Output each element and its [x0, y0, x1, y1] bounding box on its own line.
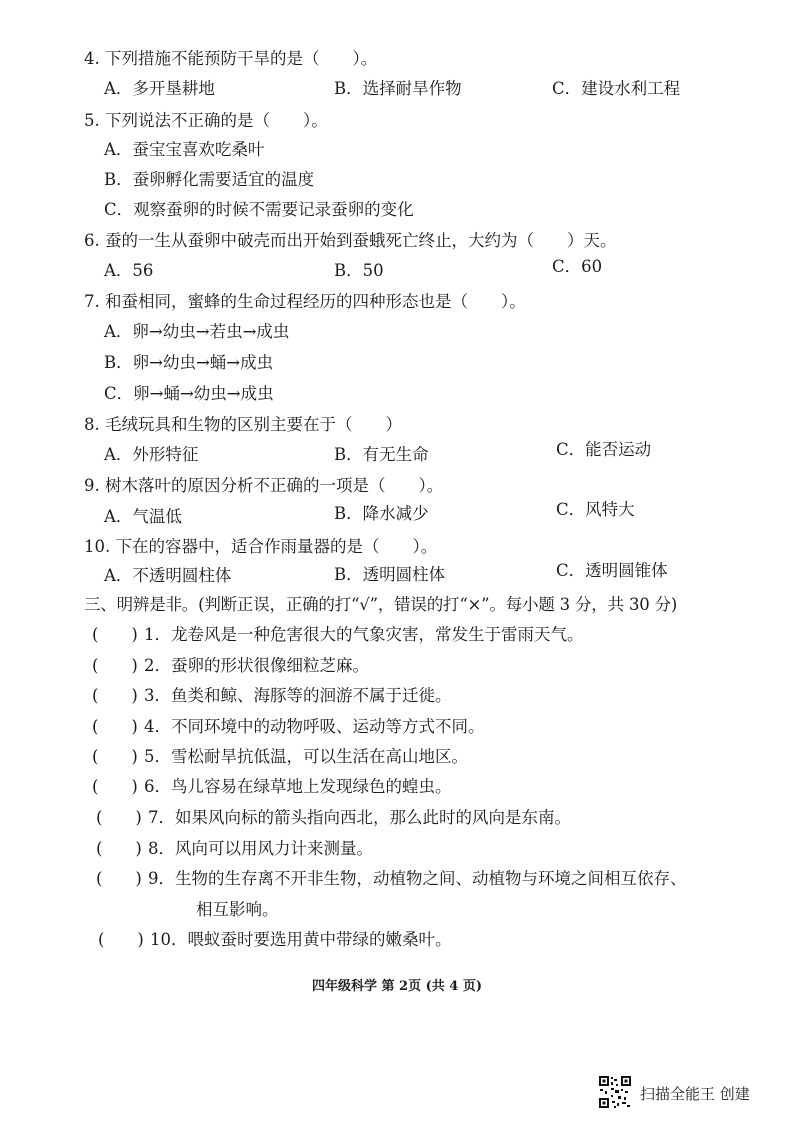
question-4-option-a: A．多开垦耕地 [104, 79, 215, 98]
tf-item-10 [98, 929, 452, 951]
tf-item-8 [96, 838, 373, 860]
question-4-stem: 4. 下列措施不能预防干旱的是（ ）。 [84, 49, 378, 68]
tf-item-7 [96, 807, 571, 829]
tf-item-text: 8．风向可以用风力计来测量。 [148, 839, 373, 858]
question-8-option-b: B．有无生命 [334, 445, 429, 464]
tf-item-6 [92, 776, 452, 798]
question-6-option-b: B．50 [334, 261, 384, 280]
answer-blank[interactable]: ( ) [98, 930, 144, 949]
tf-item-9 [96, 868, 687, 890]
question-5-option-b: B．蚕卵孵化需要适宜的温度 [104, 170, 315, 189]
answer-blank[interactable]: ( ) [92, 656, 138, 675]
question-10-stem: 10. 下在的容器中，适合作雨量器的是（ ）。 [84, 537, 438, 556]
answer-blank[interactable]: ( ) [92, 717, 138, 736]
question-9-stem: 9. 树木落叶的原因分析不正确的一项是（ ）。 [84, 476, 444, 495]
question-8-stem: 8. 毛绒玩具和生物的区别主要在于（ ） [84, 415, 402, 434]
tf-item-5 [92, 746, 468, 768]
qr-code-icon [598, 1075, 632, 1109]
answer-blank[interactable]: ( ) [96, 839, 142, 858]
question-10-option-b: B．透明圆柱体 [334, 565, 446, 584]
answer-blank[interactable]: ( ) [92, 777, 138, 796]
question-5-option-a: A．蚕宝宝喜欢吃桑叶 [104, 140, 265, 159]
question-8-option-c: C．能否运动 [556, 440, 652, 459]
tf-item-1 [92, 624, 584, 646]
answer-blank[interactable]: ( ) [92, 747, 138, 766]
question-4-option-c: C．建设水利工程 [552, 79, 681, 98]
question-7-option-a: A．卵→幼虫→若虫→成虫 [104, 322, 290, 341]
tf-item-text: 10．喂蚁蚕时要选用黄中带绿的嫩桑叶。 [150, 930, 452, 949]
question-7-stem: 7. 和蚕相同，蜜蜂的生命过程经历的四种形态也是（ ）。 [84, 292, 526, 311]
section-3-heading: 三、明辨是非。(判断正误，正确的打“√”，错误的打“×”。每小题 3 分，共 30 分) [84, 595, 678, 614]
question-6-option-c: C．60 [552, 257, 603, 276]
scanner-brand-text: 扫描全能王 创建 [640, 1085, 750, 1103]
question-9-option-c: C．风特大 [556, 500, 635, 519]
tf-item-text: 4．不同环境中的动物呼吸、运动等方式不同。 [144, 717, 485, 736]
question-7-option-b: B．卵→幼虫→蛹→成虫 [104, 353, 274, 372]
answer-blank[interactable]: ( ) [96, 869, 142, 888]
tf-item-2 [92, 655, 369, 677]
tf-item-text: 7．如果风向标的箭头指向西北，那么此时的风向是东南。 [148, 808, 571, 827]
question-10-option-c: C．透明圆锥体 [556, 561, 668, 580]
question-7-option-c: C．卵→蛹→幼虫→成虫 [104, 384, 274, 403]
answer-blank[interactable]: ( ) [92, 625, 138, 644]
tf-item-text: 9．生物的生存离不开非生物，动植物之间、动植物与环境之间相互依存、 [148, 869, 687, 888]
tf-item-4 [92, 716, 485, 738]
answer-blank[interactable]: ( ) [96, 808, 142, 827]
tf-item-text: 1．龙卷风是一种危害很大的气象灾害，常发生于雷雨天气。 [144, 625, 584, 644]
question-4-option-b: B．选择耐旱作物 [334, 79, 462, 98]
question-10-option-a: A．不透明圆柱体 [104, 566, 232, 585]
question-5-stem: 5. 下列说法不正确的是（ ）。 [84, 111, 328, 130]
question-5-option-c: C．观察蚕卵的时候不需要记录蚕卵的变化 [104, 200, 414, 219]
tf-item-text: 5．雪松耐旱抗低温，可以生活在高山地区。 [144, 747, 468, 766]
page-footer: 四年级科学 第 2页 (共 4 页) [311, 979, 483, 994]
question-8-option-a: A．外形特征 [104, 445, 199, 464]
tf-item-text: 3．鱼类和鲸、海豚等的洄游不属于迁徙。 [144, 686, 452, 705]
question-9-option-b: B．降水减少 [334, 504, 429, 523]
question-6-stem: 6. 蚕的一生从蚕卵中破壳而出开始到蚕蛾死亡终止，大约为（ ）天。 [84, 231, 617, 250]
tf-item-3 [92, 685, 452, 707]
tf-item-text: 6．鸟儿容易在绿草地上发现绿色的蝗虫。 [144, 777, 452, 796]
question-9-option-a: A．气温低 [104, 507, 182, 526]
answer-blank[interactable]: ( ) [92, 686, 138, 705]
tf-item-text: 2．蚕卵的形状很像细粒芝麻。 [144, 656, 369, 675]
tf-item-9-continuation: 相互影响。 [196, 900, 279, 919]
question-6-option-a: A．56 [104, 261, 154, 280]
